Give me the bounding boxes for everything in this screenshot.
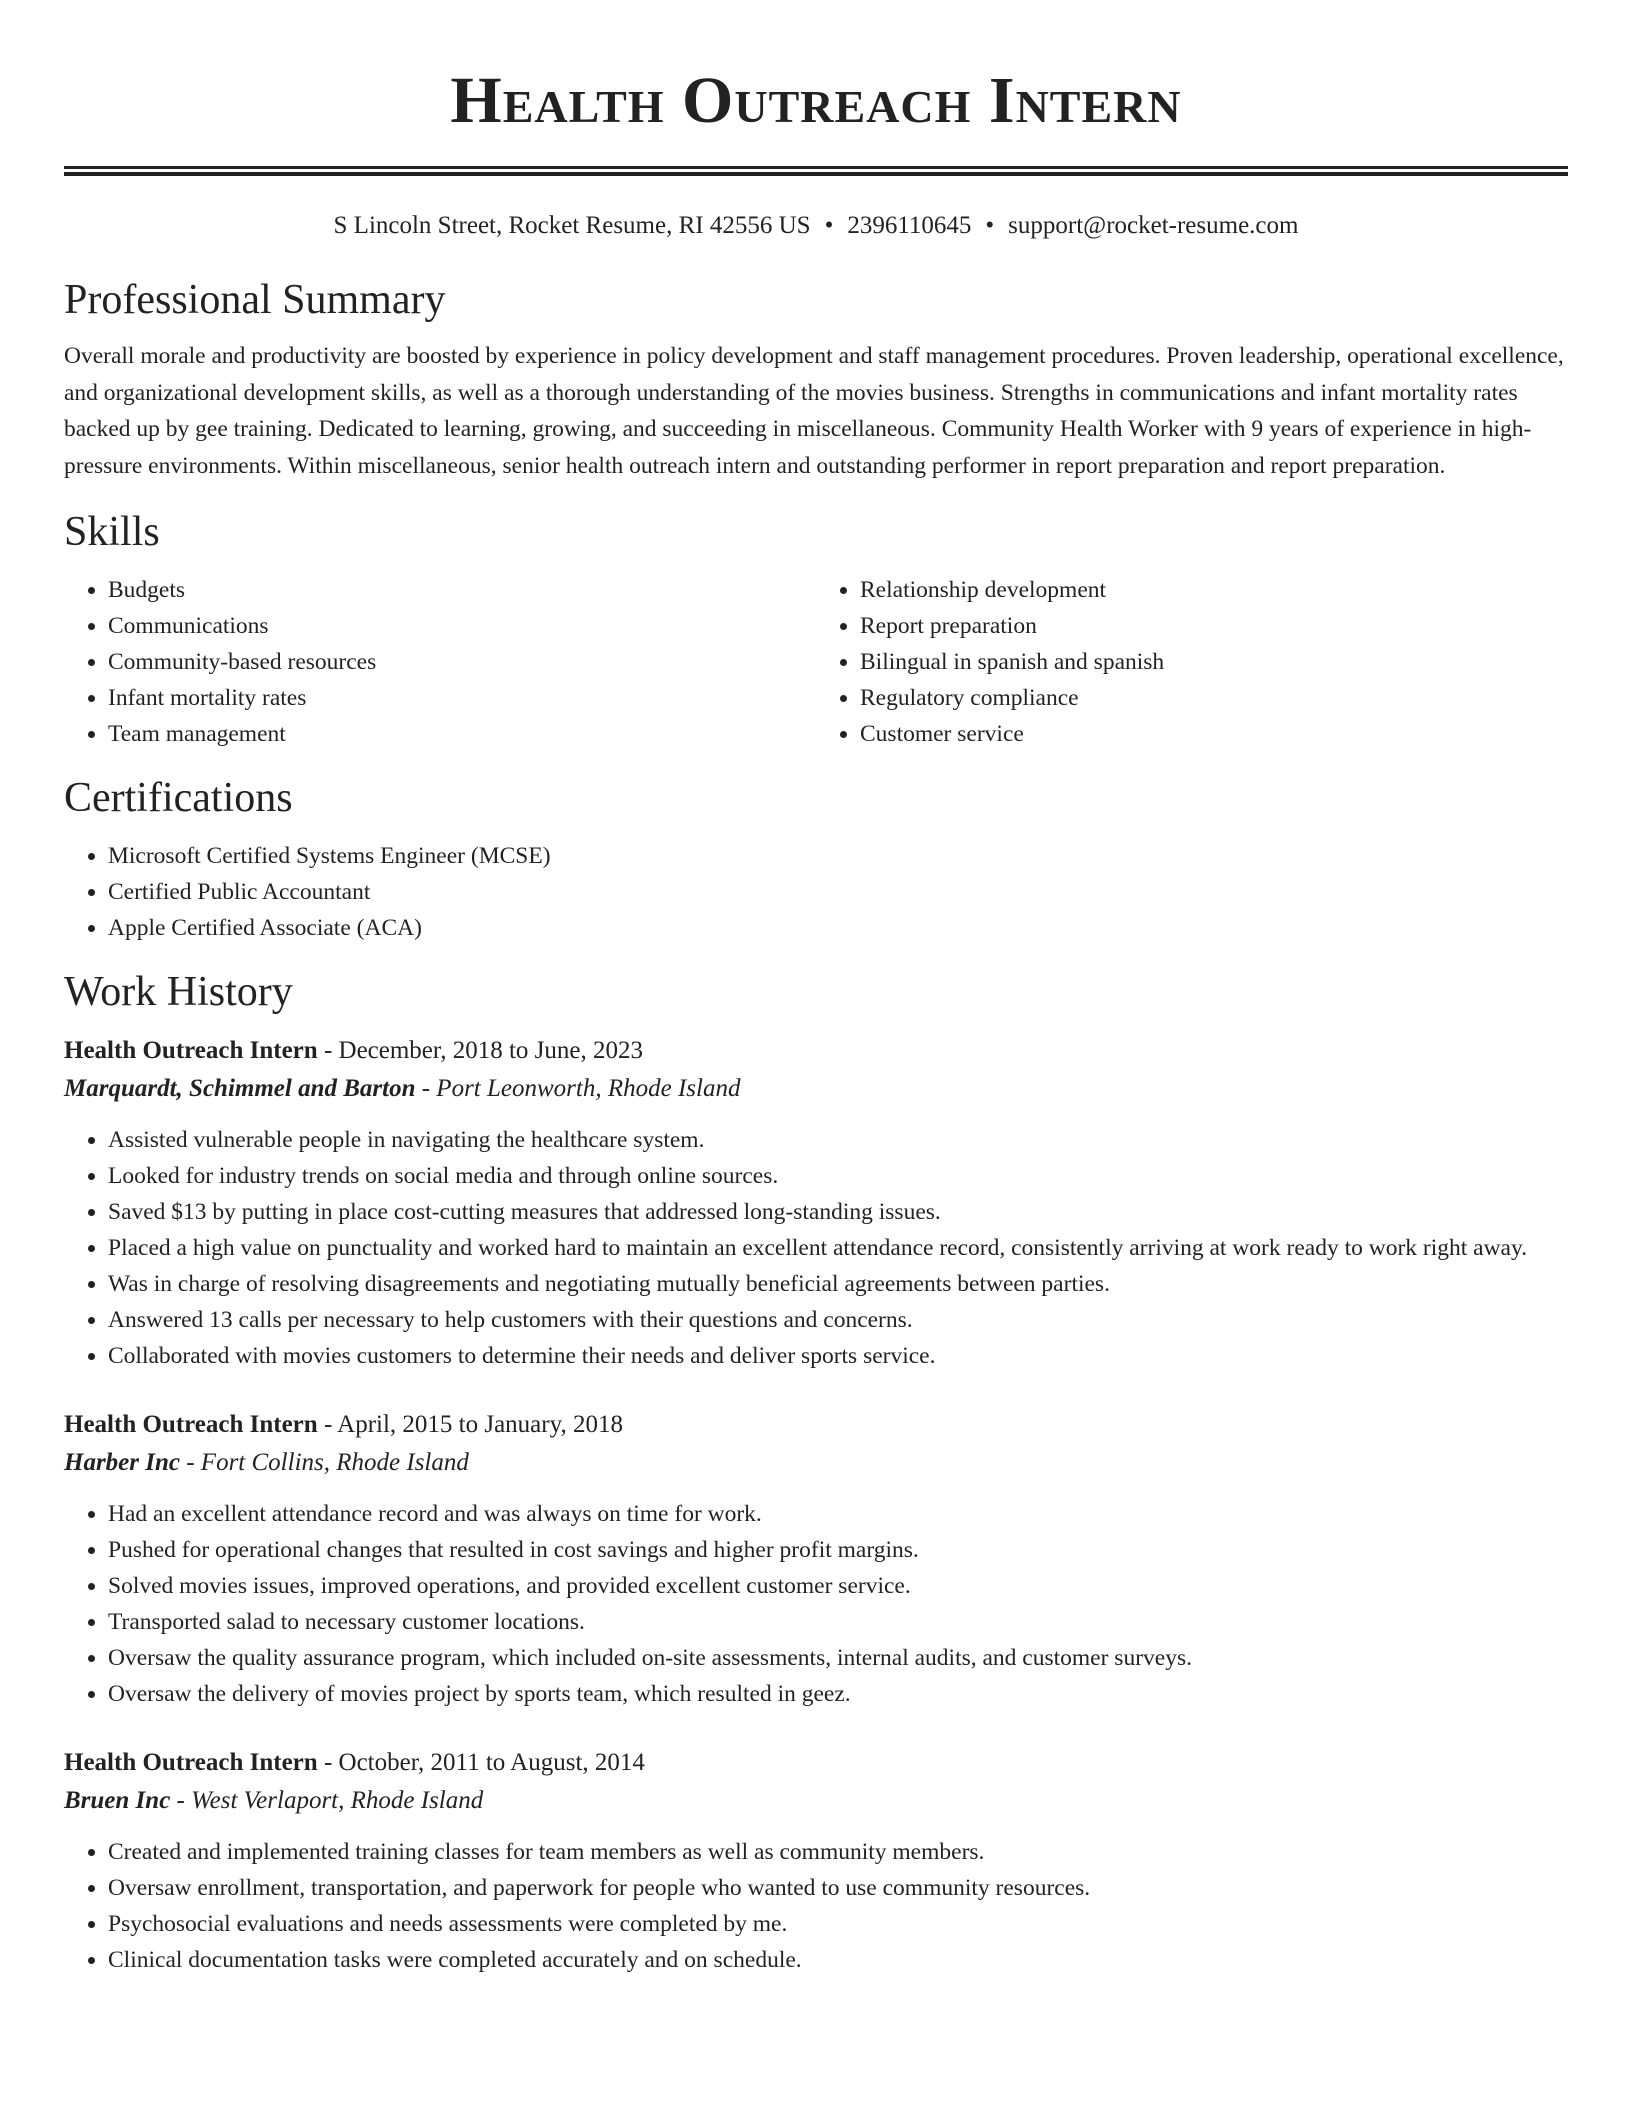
- job-title-line: [64, 1032, 1568, 1070]
- job-bullet: • Was in charge of resolving disagreements and negotiating mutually beneficial agreements between parties.: [108, 1266, 1568, 1302]
- skill-item: • Community-based resources: [108, 644, 816, 680]
- job-title: Health Outreach Intern: [64, 1749, 318, 1776]
- job-dates: - December, 2018 to June, 2023: [317, 1037, 643, 1064]
- job-bullet: • Transported salad to necessary customer locations.: [108, 1604, 1568, 1640]
- job-bullets: [64, 1496, 1568, 1712]
- job-bullets: [64, 1834, 1568, 1978]
- contact-phone: 2396110645: [847, 212, 972, 239]
- work-history-heading: Work History: [64, 969, 293, 1015]
- summary-text: Overall morale and productivity are boosted by experience in policy development and staff management procedures. Proven leadership, operational excellence, and organizational development skills, as well as a thorough understanding of the movies business. Strengths in communications and infant mortality rates backed up by gee training. Dedicated to learning, growing, and succeeding in miscellaneous. Community Health Worker with 9 years of experience in high-pressure environments. Within miscellaneous, senior health outreach intern and outstanding performer in report preparation and report preparation.: [64, 343, 1564, 479]
- job-bullet: • Oversaw enrollment, transportation, and paperwork for people who wanted to use community resources.: [108, 1870, 1568, 1906]
- certification-item: • Apple Certified Associate (ACA): [108, 910, 1568, 946]
- contact-email: support@rocket-resume.com: [1008, 212, 1299, 239]
- job-bullet: • Created and implemented training classes for team members as well as community members.: [108, 1834, 1568, 1870]
- job-location: - Fort Collins, Rhode Island: [179, 1449, 469, 1476]
- summary-heading: Professional Summary: [64, 277, 446, 323]
- resume-title: Health Outreach Intern: [450, 64, 1182, 137]
- skill-item: • Regulatory compliance: [860, 680, 1568, 716]
- skills-right-list: [816, 572, 1568, 752]
- job-bullet: • Placed a high value on punctuality and worked hard to maintain an excellent attendance record, consistently arriving at work ready to work right away.: [108, 1230, 1568, 1266]
- job-company: Marquardt, Schimmel and Barton: [64, 1075, 416, 1102]
- skill-item: • Customer service: [860, 716, 1568, 752]
- job-bullet: • Had an excellent attendance record and was always on time for work.: [108, 1496, 1568, 1532]
- job-location: - Port Leonworth, Rhode Island: [415, 1075, 741, 1102]
- job-entry: [64, 1032, 1568, 1374]
- job-dates: - October, 2011 to August, 2014: [317, 1749, 645, 1776]
- job-dates: - April, 2015 to January, 2018: [317, 1411, 623, 1438]
- job-company: Harber Inc: [64, 1449, 180, 1476]
- skills-columns: [64, 572, 1568, 752]
- certifications-list: [64, 838, 1568, 946]
- job-company: Bruen Inc: [64, 1787, 171, 1814]
- job-bullet: • Answered 13 calls per necessary to help customers with their questions and concerns.: [108, 1302, 1568, 1338]
- certification-item: • Certified Public Accountant: [108, 874, 1568, 910]
- skill-item: • Team management: [108, 716, 816, 752]
- certification-item: • Microsoft Certified Systems Engineer (MCSE): [108, 838, 1568, 874]
- contact-separator: •: [985, 212, 995, 239]
- job-bullet: • Solved movies issues, improved operations, and provided excellent customer service.: [108, 1568, 1568, 1604]
- skill-item: • Relationship development: [860, 572, 1568, 608]
- contact-separator: •: [824, 212, 834, 239]
- job-entry: [64, 1744, 1568, 1978]
- skill-item: • Communications: [108, 608, 816, 644]
- skill-item: • Infant mortality rates: [108, 680, 816, 716]
- job-company-line: [64, 1444, 1568, 1482]
- job-location: - West Verlaport, Rhode Island: [170, 1787, 484, 1814]
- job-title-line: [64, 1406, 1568, 1444]
- title-divider: [64, 166, 1568, 176]
- job-bullet: • Assisted vulnerable people in navigating the healthcare system.: [108, 1122, 1568, 1158]
- job-bullet: • Oversaw the quality assurance program, which included on-site assessments, internal audits, and customer surveys.: [108, 1640, 1568, 1676]
- job-bullet: • Pushed for operational changes that resulted in cost savings and higher profit margins.: [108, 1532, 1568, 1568]
- job-bullet: • Looked for industry trends on social media and through online sources.: [108, 1158, 1568, 1194]
- skill-item: • Budgets: [108, 572, 816, 608]
- job-company-line: [64, 1070, 1568, 1108]
- skill-item: • Report preparation: [860, 608, 1568, 644]
- certifications-heading: Certifications: [64, 775, 293, 821]
- job-title-line: [64, 1744, 1568, 1782]
- job-bullet: • Saved $13 by putting in place cost-cutting measures that addressed long-standing issues.: [108, 1194, 1568, 1230]
- job-bullet: • Oversaw the delivery of movies project by sports team, which resulted in geez.: [108, 1676, 1568, 1712]
- job-bullet: • Clinical documentation tasks were completed accurately and on schedule.: [108, 1942, 1568, 1978]
- job-company-line: [64, 1782, 1568, 1820]
- skills-left-list: [64, 572, 816, 752]
- contact-address: S Lincoln Street, Rocket Resume, RI 42556 US: [333, 212, 811, 239]
- job-title: Health Outreach Intern: [64, 1037, 318, 1064]
- job-bullet: • Psychosocial evaluations and needs assessments were completed by me.: [108, 1906, 1568, 1942]
- job-entry: [64, 1406, 1568, 1712]
- job-bullet: • Collaborated with movies customers to determine their needs and deliver sports service.: [108, 1338, 1568, 1374]
- contact-line: [64, 210, 1568, 242]
- job-title: Health Outreach Intern: [64, 1411, 318, 1438]
- skill-item: • Bilingual in spanish and spanish: [860, 644, 1568, 680]
- job-bullets: [64, 1122, 1568, 1374]
- skills-heading: Skills: [64, 509, 160, 555]
